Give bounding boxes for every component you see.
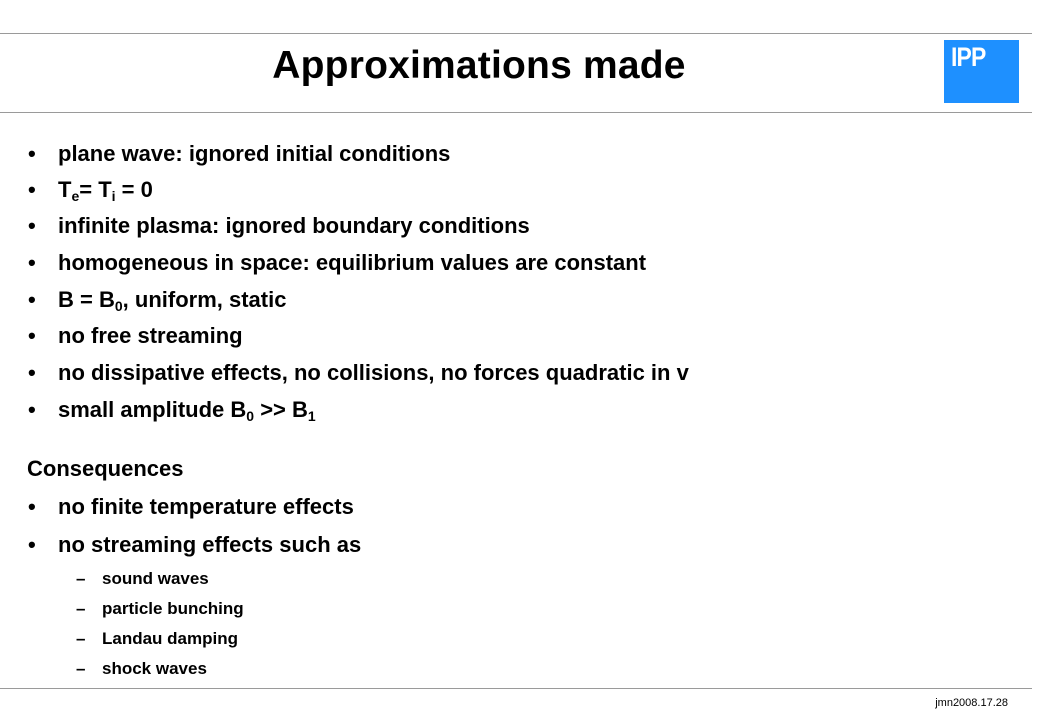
dash: – <box>76 659 86 678</box>
item-text: no dissipative effects, no collisions, no forces quadratic in v <box>58 360 689 385</box>
bullet: • <box>28 287 36 312</box>
sub-item-text: shock waves <box>102 659 207 678</box>
item-text: small amplitude $B_0 >> B_1$ <box>58 397 316 424</box>
bullet: • <box>28 397 36 422</box>
bullet: • <box>28 141 36 166</box>
dash: – <box>76 599 86 618</box>
bottom-rule <box>0 688 1032 689</box>
title-divider <box>0 112 1032 113</box>
item-text: infinite plasma: ignored boundary conditions <box>58 213 530 238</box>
bullet: • <box>28 177 36 202</box>
bullet: • <box>28 360 36 385</box>
item-text: $B = B_0$, uniform, static <box>58 287 287 314</box>
top-rule <box>0 33 1032 34</box>
bullet: • <box>28 532 36 557</box>
sub-item-text: Landau damping <box>102 629 238 648</box>
item-text: homogeneous in space: equilibrium values are constant <box>58 250 647 275</box>
item-text: no finite temperature effects <box>58 494 354 519</box>
bullet: • <box>28 323 36 348</box>
slide-title: Approximations made <box>272 44 686 87</box>
item-text: no free streaming <box>58 323 243 348</box>
item-text: $T_e= T_i = 0$ <box>58 177 153 204</box>
bullet: • <box>28 250 36 275</box>
footer-label: jmn2008.17.28 <box>935 697 1008 709</box>
item-text: plane wave: ignored initial conditions <box>58 141 451 166</box>
sub-item-text: sound waves <box>102 569 209 588</box>
sub-item-text: particle bunching <box>102 599 244 618</box>
dash: – <box>76 569 86 588</box>
dash: – <box>76 629 86 648</box>
item-text: no streaming effects such as <box>58 532 362 557</box>
bullet: • <box>28 494 36 519</box>
ipp-logo <box>944 40 1019 103</box>
ipp-logo-text: IPP <box>951 42 986 72</box>
bullet: • <box>28 213 36 238</box>
